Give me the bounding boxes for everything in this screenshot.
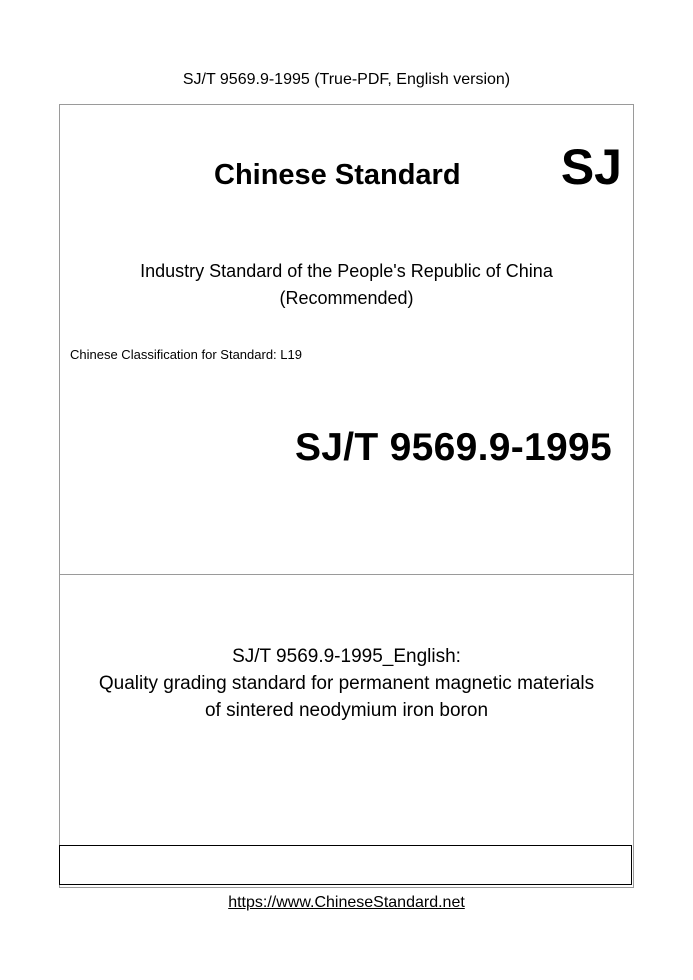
standard-number: SJ/T 9569.9-1995	[294, 426, 612, 469]
recommendation-status: (Recommended)	[279, 288, 414, 308]
brand-row	[59, 138, 634, 198]
standard-type-mark: SJ	[560, 139, 622, 195]
brand-title: Chinese Standard	[214, 159, 461, 191]
cover-divider	[59, 574, 634, 575]
cover-frame	[59, 104, 634, 888]
classification-label: Chinese Classification for Standard: L19	[70, 347, 302, 362]
website-link[interactable]: https://www.ChineseStandard.net	[228, 894, 465, 911]
footer-box	[59, 845, 632, 885]
page-header: SJ/T 9569.9-1995 (True-PDF, English version)	[182, 71, 511, 88]
issuer-line: Industry Standard of the People's Republic of China	[140, 261, 553, 281]
issuer-block	[59, 258, 634, 312]
document-code-title: SJ/T 9569.9-1995_English:	[232, 646, 461, 667]
document-title-line: of sintered neodymium iron boron	[204, 700, 489, 721]
document-title-block	[59, 643, 634, 724]
document-title-line: Quality grading standard for permanent magnetic materials	[98, 673, 595, 694]
